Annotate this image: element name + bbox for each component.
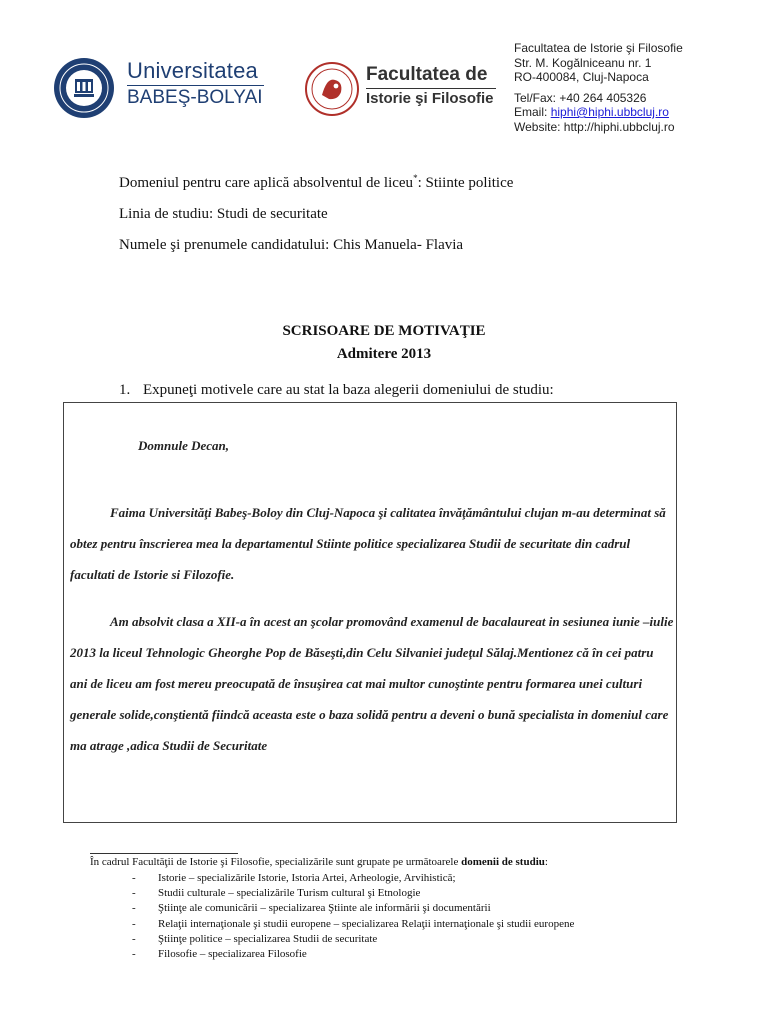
- faculty-seal-logo: [305, 62, 359, 116]
- letter-paragraph-1: Faima Universităţi Babeş-Boloy din Cluj-Napoca şi calitatea învăţământului clujan m-au determinat să obtez pentru înscrierea mea la departamentul Stiinte politice specializarea Studii de securitate din cadrul facultati de Istorie si Filozofie.: [70, 505, 666, 582]
- document-title: SCRISOARE DE MOTIVAŢIE: [282, 323, 486, 339]
- application-domain: [119, 173, 513, 192]
- footnote-item: - Ştiinţe ale comunicării – specializarea Ştiinte ale informării şi documentării: [128, 901, 574, 916]
- candidate-name: Numele şi prenumele candidatului: Chis Manuela- Flavia: [119, 237, 464, 253]
- footnote-intro-bold: domenii de studiu: [461, 856, 545, 868]
- contact-telfax: Tel/Fax: +40 264 405326: [514, 90, 647, 105]
- application-domain-value: : Stiinte politice: [417, 175, 514, 191]
- contact-city: RO-400084, Cluj-Napoca: [514, 70, 649, 84]
- footnote-list: [128, 871, 574, 962]
- footnote-divider: [90, 853, 238, 854]
- university-seal-logo: [53, 57, 115, 119]
- footnote-intro-prefix: În cadrul Facultăţii de Istorie şi Filosofie, specializările sunt grupate pe următoarele: [90, 856, 462, 868]
- footnote-item: - Istorie – specializările Istorie, Istoria Artei, Arheologie, Arvihistică;: [128, 871, 574, 886]
- footnote-item: - Ştiinţe politice – specializarea Studii de securitate: [128, 932, 574, 947]
- application-domain-label: Domeniul pentru care aplică absolventul de liceu: [119, 175, 414, 191]
- university-name-line1: Universitatea: [127, 58, 258, 83]
- footnote-marker: *: [413, 173, 418, 183]
- university-name-divider: [127, 85, 264, 86]
- contact-website: Website: http://hiphi.ubbcluj.ro: [514, 119, 675, 134]
- footnote-item: - Studii culturale – specializările Turism cultural şi Etnologie: [128, 886, 574, 901]
- faculty-name: [366, 65, 494, 107]
- question-text: Expuneţi motivele care au stat la baza alegerii domeniului de studiu:: [143, 382, 554, 398]
- footnote-intro-suffix: :: [544, 856, 548, 868]
- contact-email-line: [514, 105, 683, 120]
- university-name-line2: BABEŞ-BOLYAI: [127, 87, 263, 108]
- question-number: 1.: [119, 382, 131, 398]
- footnote-item: - Relaţii internaţionale şi studii europene – specializarea Relaţii internaţionale şi studii europene: [128, 917, 574, 932]
- university-name: [127, 60, 263, 107]
- contact-street: Str. M. Kogălniceanu nr. 1: [514, 55, 652, 70]
- contact-email-label: Email:: [514, 105, 551, 119]
- footnote-item: - Filosofie – specializarea Filosofie: [128, 947, 574, 962]
- footnote-intro: [90, 856, 548, 868]
- contact-block: [514, 41, 683, 134]
- faculty-name-line1: Facultatea de: [366, 64, 488, 85]
- faculty-name-divider: [366, 88, 496, 89]
- letter-salutation: Domnule Decan,: [138, 438, 229, 453]
- letter-paragraph-2: Am absolvit clasa a XII-a în acest an şcolar promovând examenul de bacalaureat in sesiunea iunie –iulie 2013 la liceul Tehnologic Gheorghe Pop de Băseşti,din Celu Silvaniei judeţul Sălaj.Mentionez că în cei patru ani de liceu am fost mereu preocupată de însuşirea cat mai multor cunoştinte pentru formarea unei culturi generale solide,conştientă fiindcă aceasta este o baza solidă pentru a deveni o bună specialista in domeniul care ma atrage ,adica Studii de Securitate: [70, 614, 674, 753]
- document-subtitle: Admitere 2013: [336, 346, 432, 362]
- contact-faculty: Facultatea de Istorie şi Filosofie: [514, 41, 683, 55]
- faculty-name-line2: Istorie şi Filosofie: [366, 89, 494, 107]
- question-1: [119, 382, 554, 399]
- contact-email-link[interactable]: hiphi@hiphi.ubbcluj.ro: [550, 105, 669, 119]
- study-line: Linia de studiu: Studi de securitate: [119, 206, 328, 222]
